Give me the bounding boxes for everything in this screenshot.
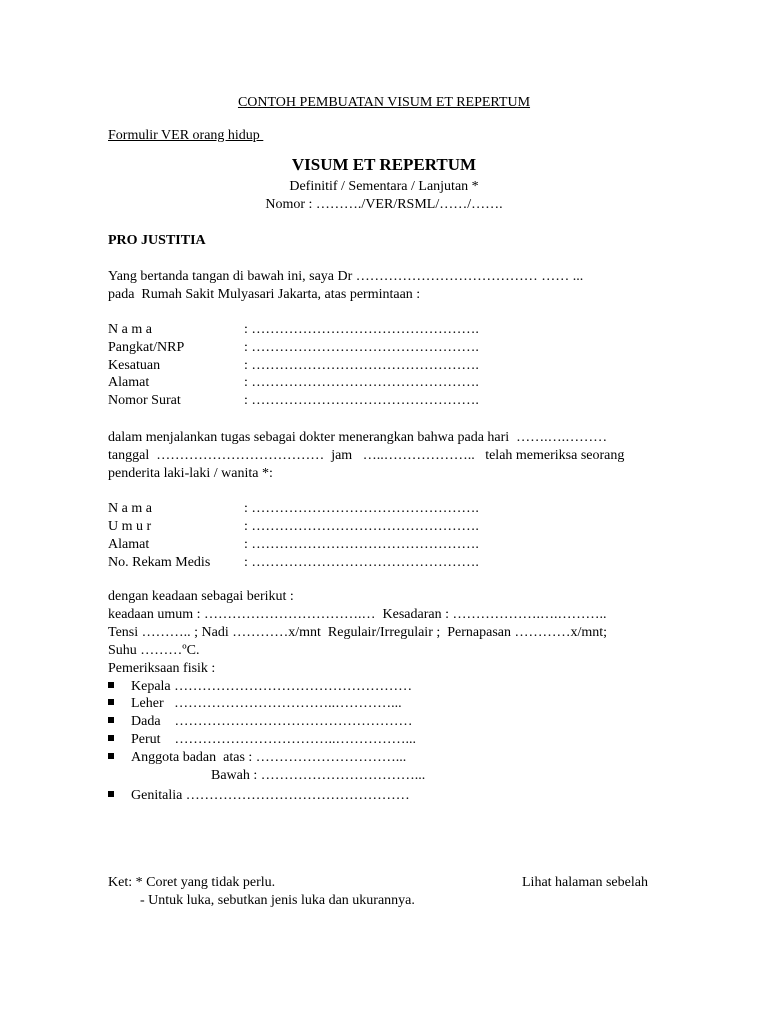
requester-address-value: : …………………………………………. <box>244 375 479 390</box>
requester-address-label: Alamat <box>108 375 150 390</box>
exam-item-head <box>108 678 114 695</box>
doc-type: Definitif / Sementara / Lanjutan * <box>289 179 479 194</box>
footer-note-wound: - Untuk luka, sebutkan jenis luka dan ukurannya. <box>140 893 415 908</box>
condition-temperature: Suhu ………ºC. <box>108 643 200 658</box>
statement-line-3: penderita laki-laki / wanita *: <box>108 466 273 481</box>
requester-rank-label: Pangkat/NRP <box>108 340 185 355</box>
exam-item-limbs <box>108 749 114 766</box>
bullet-square-icon <box>108 682 114 688</box>
requester-rank-value: : …………………………………………. <box>244 340 479 355</box>
patient-age-label: U m u r <box>108 519 152 534</box>
requester-letter-value: : …………………………………………. <box>244 393 479 408</box>
intro-line-2: pada Rumah Sakit Mulyasari Jakarta, atas permintaan : <box>108 287 421 302</box>
doc-title: VISUM ET REPERTUM <box>291 155 477 174</box>
exam-item-genitalia <box>108 787 114 804</box>
doc-number: Nomor : ………./VER/RSML/……/……. <box>265 197 503 212</box>
bullet-square-icon <box>108 791 114 797</box>
patient-name-label: N a m a <box>108 501 152 516</box>
exam-item-chest-text: Dada …………………………………………… <box>131 714 413 729</box>
exam-item-abdomen <box>108 731 114 748</box>
exam-item-limbs-text: Anggota badan atas : …………………………... <box>131 750 407 765</box>
exam-item-limbs-lower: Bawah : ……………………………... <box>211 768 426 783</box>
statement-line-1: dalam menjalankan tugas sebagai dokter menerangkan bahwa pada hari …….….……… <box>108 430 608 445</box>
bullet-square-icon <box>108 717 114 723</box>
requester-unit-label: Kesatuan <box>108 358 161 373</box>
patient-age-value: : …………………………………………. <box>244 519 479 534</box>
condition-intro: dengan keadaan sebagai berikut : <box>108 589 294 604</box>
pro-justitia-heading: PRO JUSTITIA <box>108 233 206 248</box>
footer-next-page: Lihat halaman sebelah <box>522 875 648 890</box>
condition-vitals: Tensi ……….. ; Nadi …………x/mnt Regulair/Irregulair ; Pernapasan …………x/mnt; <box>108 625 608 640</box>
condition-general: keadaan umum : …………………………….… Kesadaran : ……………….….……….. <box>108 607 607 622</box>
patient-name-value: : …………………………………………. <box>244 501 479 516</box>
exam-item-abdomen-text: Perut ……………………………..……………... <box>131 732 417 747</box>
patient-record-value: : …………………………………………. <box>244 555 479 570</box>
requester-unit-value: : …………………………………………. <box>244 358 479 373</box>
footer-note-strike: Ket: * Coret yang tidak perlu. <box>108 875 276 890</box>
bullet-square-icon <box>108 735 114 741</box>
intro-line-1: Yang bertanda tangan di bawah ini, saya Dr ………………………………… …… ... <box>108 269 584 284</box>
patient-address-label: Alamat <box>108 537 150 552</box>
exam-item-genitalia-text: Genitalia ………………………………………… <box>131 788 410 803</box>
bullet-square-icon <box>108 699 114 705</box>
exam-item-neck <box>108 695 114 712</box>
statement-line-2: tanggal ……………………………… jam …..……………….. telah memeriksa seorang <box>108 448 625 463</box>
patient-address-value: : …………………………………………. <box>244 537 479 552</box>
requester-name-value: : …………………………………………. <box>244 322 479 337</box>
bullet-square-icon <box>108 753 114 759</box>
form-label: Formulir VER orang hidup <box>108 128 264 143</box>
exam-item-chest <box>108 713 114 730</box>
physical-exam-label: Pemeriksaan fisik : <box>108 661 216 676</box>
patient-record-label: No. Rekam Medis <box>108 555 211 570</box>
main-title: CONTOH PEMBUATAN VISUM ET REPERTUM <box>237 95 531 110</box>
exam-item-neck-text: Leher ……………………………..…………... <box>131 696 402 711</box>
requester-name-label: N a m a <box>108 322 152 337</box>
requester-letter-label: Nomor Surat <box>108 393 181 408</box>
exam-item-head-text: Kepala …………………………………………… <box>131 679 413 694</box>
